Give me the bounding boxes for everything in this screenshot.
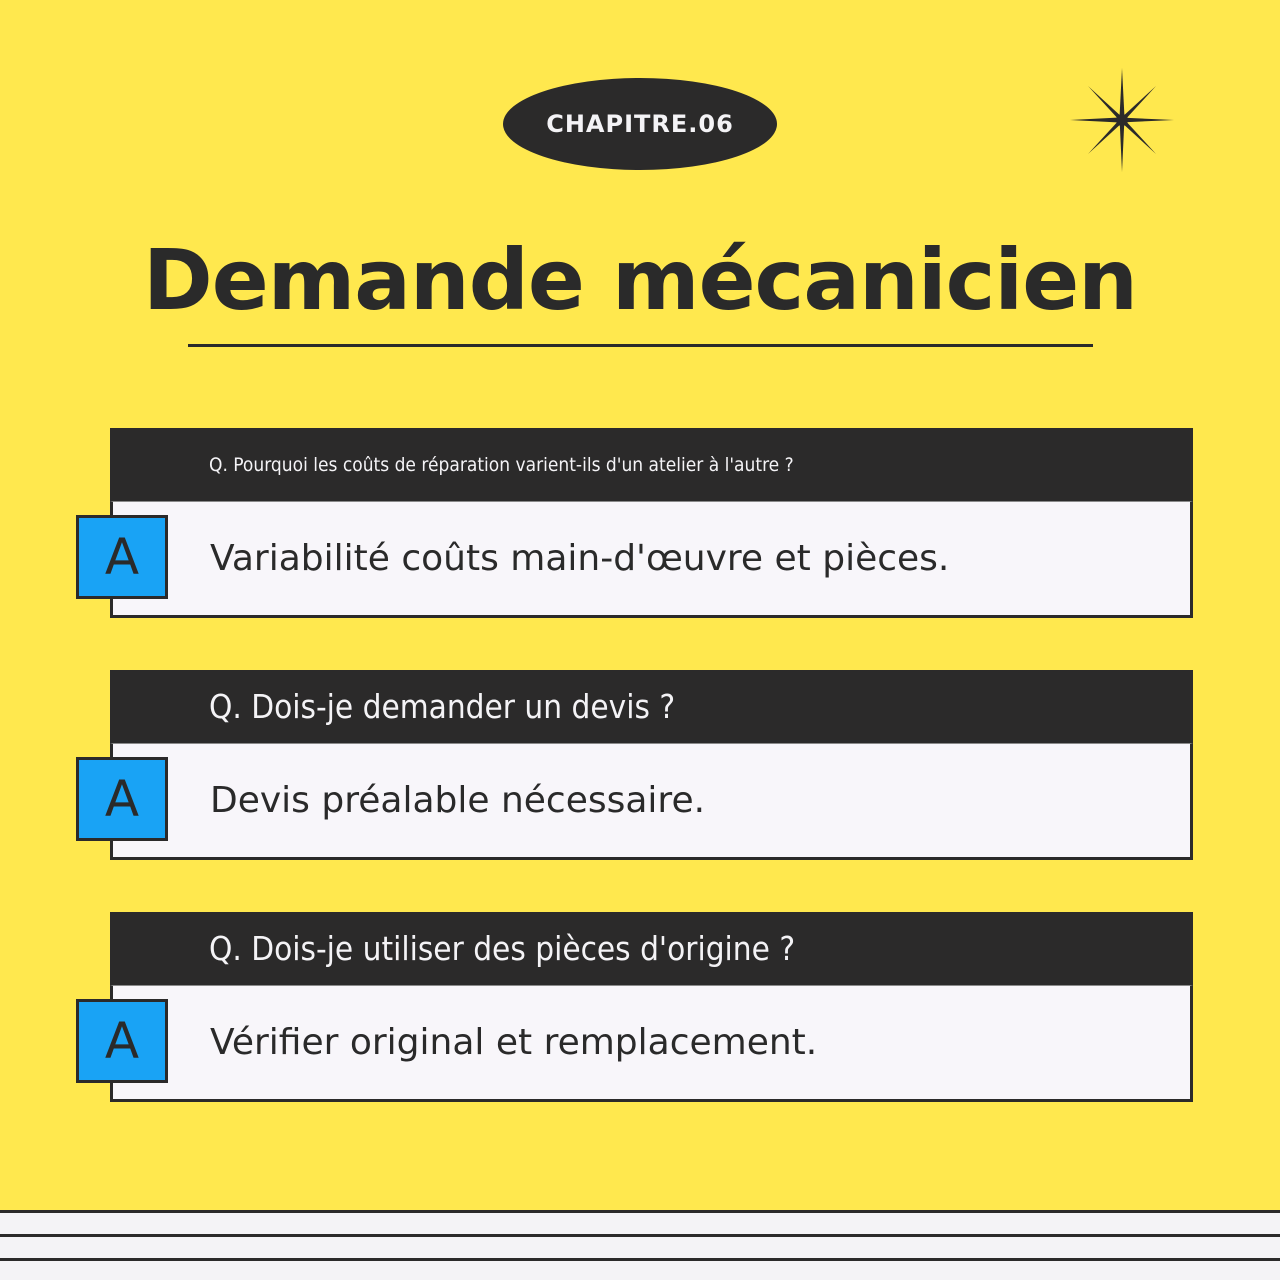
qa-card-2 [104,670,1193,860]
answer-text: Devis préalable nécessaire. [210,780,706,821]
answer-badge-letter: A [104,770,140,828]
answer-box [110,743,1193,860]
answer-badge [76,999,168,1083]
chapter-badge [503,78,777,170]
title-divider [188,344,1093,347]
answer-box [110,985,1193,1102]
stripe-line [0,1210,1280,1213]
qa-card-1 [104,428,1193,618]
footer-stripes [0,1210,1280,1280]
stripe-line [0,1258,1280,1261]
answer-text: Variabilité coûts main-d'œuvre et pièces. [210,538,950,579]
question-bar [110,428,1193,501]
stripe-line [0,1234,1280,1237]
qa-card-3 [104,912,1193,1102]
sparkle-star-icon [1070,68,1174,172]
chapter-label: CHAPITRE.06 [546,110,734,138]
answer-badge [76,757,168,841]
question-text: Q. Pourquoi les coûts de réparation varient-ils d'un atelier à l'autre ? [209,453,794,476]
question-bar [110,912,1193,985]
question-bar [110,670,1193,743]
answer-badge-letter: A [104,1012,140,1070]
answer-badge [76,515,168,599]
answer-box [110,501,1193,618]
answer-badge-letter: A [104,528,140,586]
answer-text: Vérifier original et remplacement. [210,1022,818,1063]
question-text: Q. Dois-je utiliser des pièces d'origine ? [209,929,796,968]
page-title: Demande mécanicien [143,231,1137,329]
question-text: Q. Dois-je demander un devis ? [209,687,676,726]
